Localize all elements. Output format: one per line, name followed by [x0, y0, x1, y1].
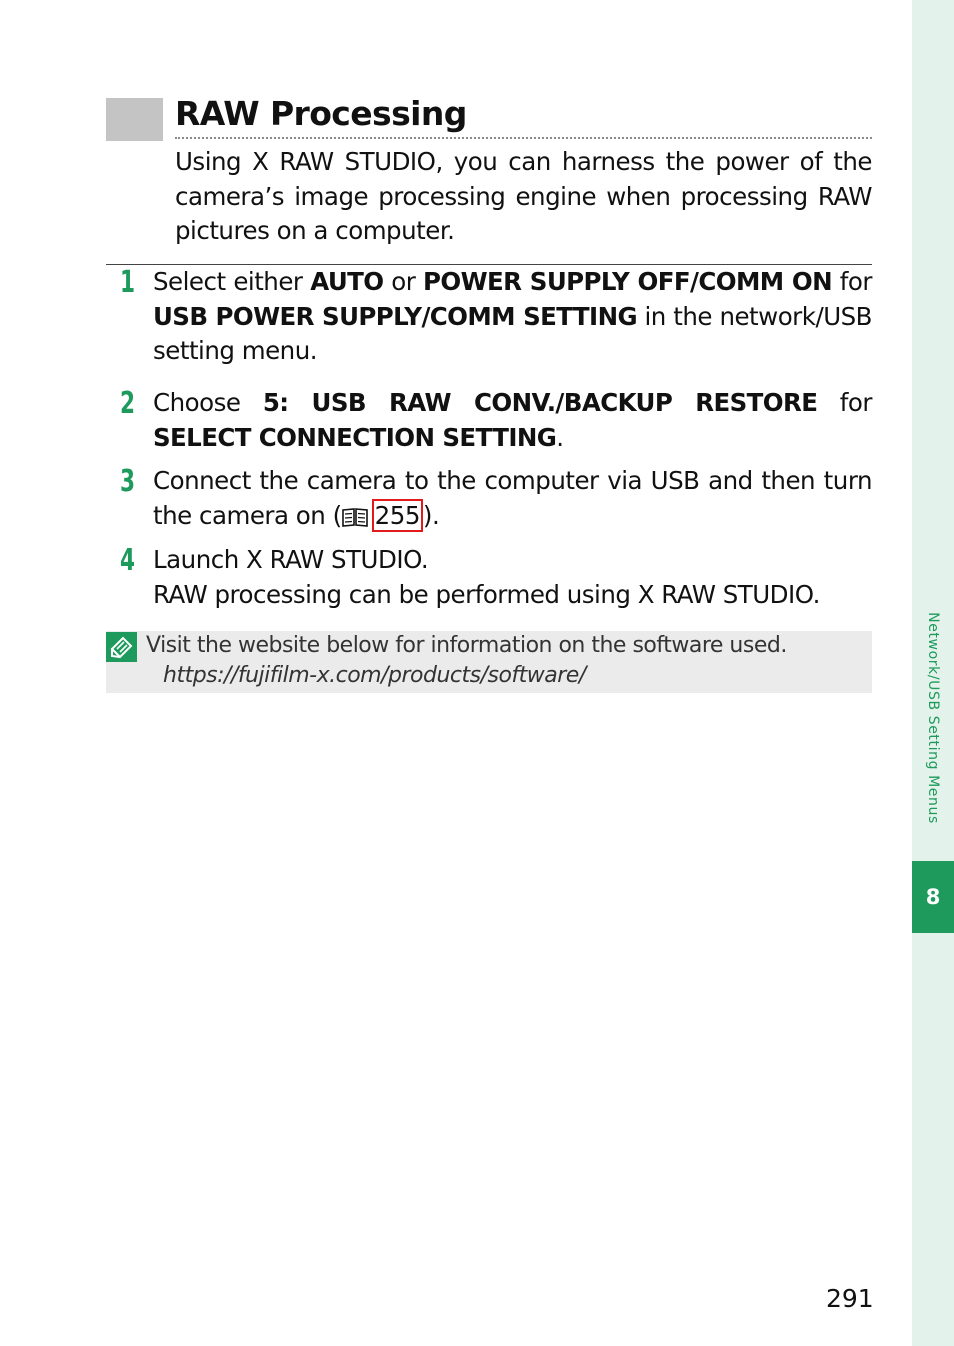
step-text-part: for [832, 267, 872, 296]
step-2 [120, 386, 872, 455]
note-text: Visit the website below for information on the software used. [146, 633, 787, 658]
menu-setting-usb-power: USB POWER SUPPLY/COMM SETTING [153, 301, 637, 331]
step-text-part: ). [422, 500, 440, 530]
step-text-part: Connect the camera to the computer via USB and then turn the camera on ( [153, 466, 872, 530]
title-dotted-divider [175, 137, 872, 139]
menu-option-auto: AUTO [310, 267, 384, 296]
step-text-part: or [383, 267, 423, 296]
menu-option-power-supply-off: POWER SUPPLY OFF/COMM ON [423, 267, 833, 296]
chapter-tab-label: Network/USB Setting Menus [925, 612, 941, 824]
step-text-part: for [817, 388, 872, 417]
note-icon [106, 632, 137, 666]
chapter-number-badge: 8 [912, 861, 954, 933]
page-title: RAW Processing [175, 94, 467, 133]
menu-setting-select-connection: SELECT CONNECTION SETTING [153, 422, 557, 452]
step-4 [120, 543, 872, 612]
page-number: 291 [826, 1284, 874, 1313]
menu-option-usb-raw-conv: 5: USB RAW CONV./BACKUP RESTORE [262, 388, 818, 417]
step-number: 3 [120, 464, 136, 499]
note-box [106, 631, 872, 693]
intro-paragraph: Using X RAW STUDIO, you can harness the power of the camera’s image processing engine when processing RAW pictures on a computer. [175, 147, 872, 245]
step-text-part: in the network/USB setting menu. [153, 301, 872, 365]
step-text-line: RAW processing can be performed using X RAW STUDIO. [153, 579, 820, 609]
step-text-line: Launch X RAW STUDIO. [153, 545, 429, 574]
step-text-part: . [556, 422, 564, 452]
step-3 [120, 464, 872, 536]
step-number: 1 [120, 265, 136, 300]
step-text [153, 386, 872, 455]
step-text-part: Select either [153, 267, 311, 296]
step-text [153, 543, 872, 612]
step-text-part: Choose [153, 388, 263, 417]
step-number: 2 [120, 386, 136, 421]
software-url-link[interactable]: https://fujifilm-x.com/products/software/ [163, 663, 586, 688]
book-reference-icon [342, 502, 368, 537]
step-text [153, 265, 872, 369]
step-text [153, 464, 872, 536]
title-marker-block [106, 98, 163, 141]
page-reference-link[interactable]: 255 [372, 499, 423, 532]
step-1 [120, 265, 872, 369]
step-number: 4 [120, 543, 136, 578]
